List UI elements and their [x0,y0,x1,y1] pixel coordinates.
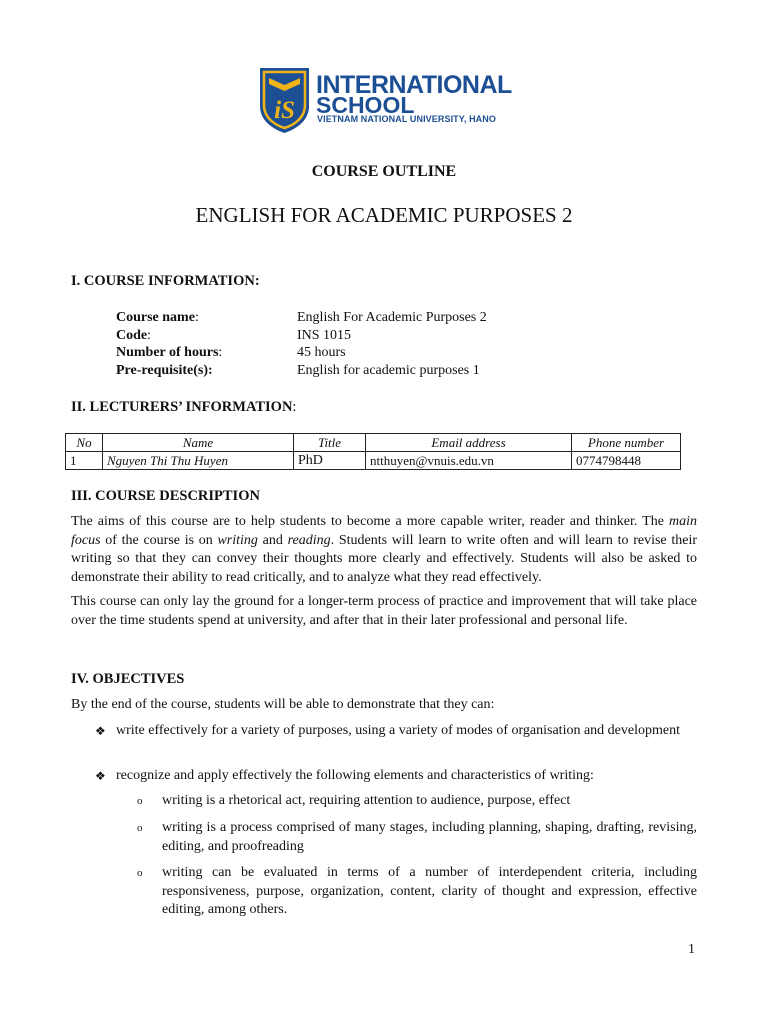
header-email: Email address [366,434,572,452]
info-value-hours: 45 hours [297,345,346,360]
diamond-bullet-icon: ❖ [95,724,106,738]
section-objectives-title: IV. OBJECTIVES [71,671,185,687]
header-title: Title [294,434,366,452]
cell-title: PhD [294,452,366,470]
info-label-code: Code: [116,328,152,343]
diamond-bullet-icon: ❖ [95,769,106,783]
section-course-information-title: I. COURSE INFORMATION: [71,273,260,289]
info-label-hours: Number of hours: [116,345,223,360]
info-value-code: INS 1015 [297,328,352,343]
section-course-description-title: III. COURSE DESCRIPTION [71,488,260,504]
section-lecturers-title: II. LECTURERS’ INFORMATION: [71,399,297,415]
cell-name: Nguyen Thi Thu Huyen [103,452,294,470]
school-logo-shield [258,66,311,134]
header-no: No [66,434,103,452]
description-paragraph-2: This course can only lay the ground for a longer-term process of practice and improvement that will take place over the time students spend at university, and after that in their later professional and personal life. [71,594,697,628]
logo-badge-letters: iS [274,97,295,124]
objective-sub-bullet: o writing is a process comprised of many stages, including planning, shaping, drafting, revising, editing, and proofreading [137,820,697,854]
circle-bullet-icon: o [137,795,143,807]
description-paragraph-1: The aims of this course are to help students to become a more capable writer, reader and thinker. The main focus of the course is on writing and reading. Students will learn to write often and will learn to revise their writing so that they can convey their thoughts more clearly and effectively. Students will also be asked to demonstrate their ability to read critically, and to analyze what they read effectively. [71,514,697,585]
objective-bullet: ❖ write effectively for a variety of purposes, using a variety of modes of organisation and development [95,722,697,741]
objective-bullet: ❖ recognize and apply effectively the following elements and characteristics of writing: [95,767,697,786]
info-value-prerequisites: English for academic purposes 1 [297,363,480,378]
lecturers-table [65,433,681,470]
table-header-row [66,434,681,452]
cell-phone: 0774798448 [572,452,681,470]
document-heading: COURSE OUTLINE [311,163,457,180]
logo-line-school: SCHOOL [316,92,415,118]
info-value-course-name: English For Academic Purposes 2 [297,310,487,325]
table-row [66,452,681,470]
course-title: ENGLISH FOR ACADEMIC PURPOSES 2 [195,203,573,227]
circle-bullet-icon: o [137,822,143,834]
cell-no: 1 [66,452,103,470]
objective-sub-bullet: o writing is a rhetorical act, requiring attention to audience, purpose, effect [137,792,697,811]
logo-line-university: VIETNAM NATIONAL UNIVERSITY, HANO [317,114,496,124]
header-name: Name [103,434,294,452]
objectives-intro: By the end of the course, students will be able to demonstrate that they can: [71,697,495,712]
info-label-prerequisites: Pre-requisite(s): [116,363,213,378]
page-number: 1 [688,942,695,957]
info-label-course-name: Course name: [116,310,199,325]
header-phone: Phone number [572,434,681,452]
cell-email: ntthuyen@vnuis.edu.vn [366,452,572,470]
logo-line-international: INTERNATIONAL [316,71,512,99]
circle-bullet-icon: o [137,867,143,879]
objective-sub-bullet: o writing can be evaluated in terms of a number of interdependent criteria, including responsiveness, purpose, organization, content, clarity of thought and expression, effective editing, among others. [137,865,697,917]
